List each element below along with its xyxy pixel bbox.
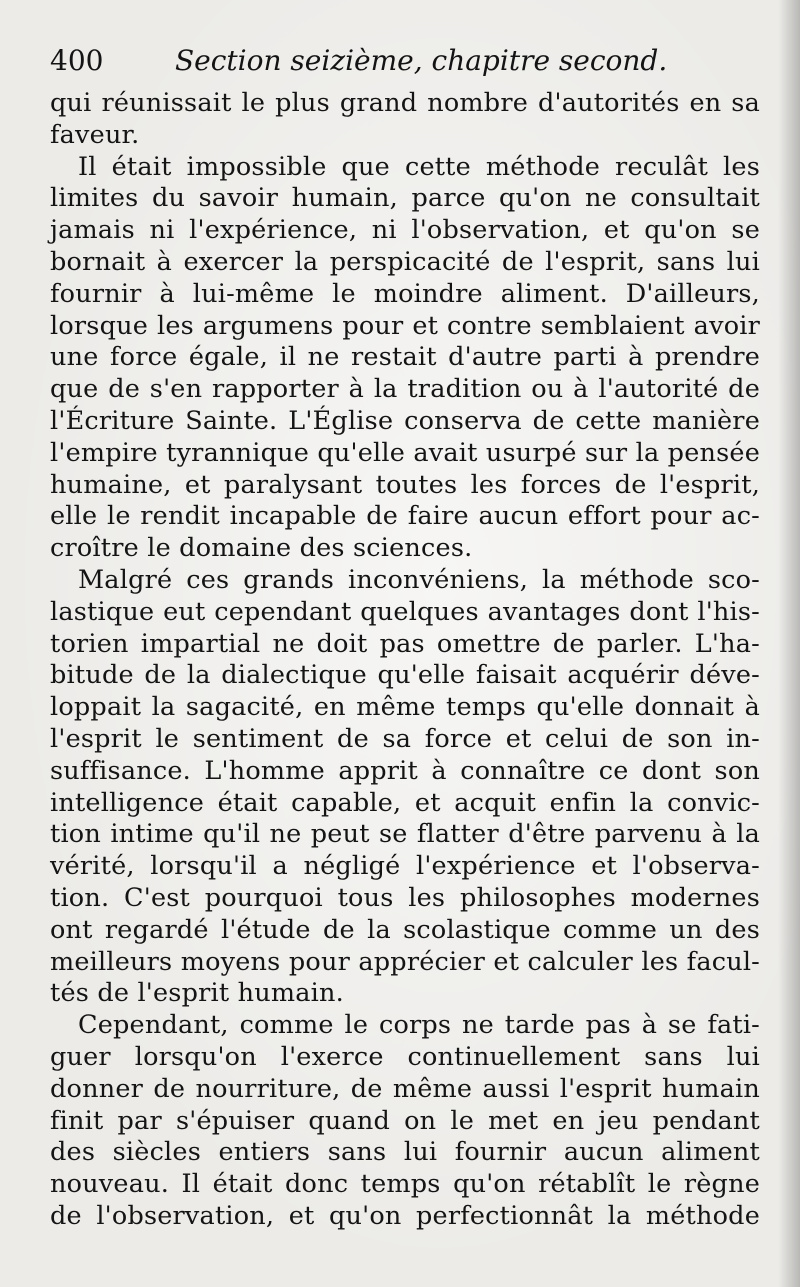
text-line: meilleurs moyens pour apprécier et calculer les facul- — [50, 946, 760, 977]
text-line: tés de l'esprit humain. — [50, 978, 344, 1009]
text-line: loppait la sagacité, en même temps qu'elle donnait à — [50, 692, 760, 723]
text-line: tion. C'est pourquoi tous les philosophes modernes — [50, 882, 760, 913]
body-text — [50, 88, 760, 1233]
text-line: finit par s'épuiser quand on le met en jeu pendant — [50, 1105, 760, 1136]
running-head — [50, 44, 760, 88]
text-line: ont regardé l'étude de la scolastique comme un des — [50, 914, 760, 945]
text-line: limites du savoir humain, parce qu'on ne consultait — [50, 183, 760, 214]
text-line: lorsque les argumens pour et contre semblaient avoir — [50, 310, 760, 341]
running-title: Section seizième, chapitre second. — [175, 44, 668, 77]
text-line: de l'observation, et qu'on perfectionnât la méthode — [50, 1200, 760, 1231]
text-line: donner de nourriture, de même aussi l'esprit humain — [50, 1073, 760, 1104]
text-line: l'esprit le sentiment de sa force et celui de son in- — [50, 723, 760, 754]
text-line: suffisance. L'homme apprit à connaître ce dont son — [50, 755, 760, 786]
text-line: vérité, lorsqu'il a négligé l'expérience et l'observa- — [50, 851, 760, 882]
text-line: une force égale, il ne restait d'autre parti à prendre — [50, 342, 760, 373]
text-line: croître le domaine des sciences. — [50, 533, 473, 564]
text-line: intelligence était capable, et acquit enfin la convic- — [50, 787, 760, 818]
text-line: nouveau. Il était donc temps qu'on rétablît le règne — [50, 1169, 760, 1200]
text-line: des siècles entiers sans lui fournir aucun aliment — [50, 1137, 760, 1168]
text-line: guer lorsqu'on l'exerce continuellement sans lui — [50, 1041, 760, 1072]
text-line: torien impartial ne doit pas omettre de parler. L'ha- — [50, 628, 760, 659]
text-line: Cependant, comme le corps ne tarde pas à se fati- — [78, 1010, 760, 1041]
text-line: faveur. — [50, 119, 140, 150]
text-line: qui réunissait le plus grand nombre d'autorités en sa — [50, 88, 760, 118]
text-line: Il était impossible que cette méthode reculât les — [78, 151, 760, 182]
text-line: Malgré ces grands inconvéniens, la méthode sco- — [78, 564, 760, 595]
text-line: humaine, et paralysant toutes les forces de l'esprit, — [50, 469, 760, 500]
text-line: elle le rendit incapable de faire aucun effort pour ac- — [50, 501, 760, 532]
text-line: tion intime qu'il ne peut se flatter d'être parvenu à la — [50, 819, 760, 850]
text-line: lastique eut cependant quelques avantages dont l'his- — [50, 596, 760, 627]
page-number: 400 — [50, 44, 104, 77]
text-line: l'empire tyrannique qu'elle avait usurpé sur la pensée — [50, 437, 760, 468]
text-line: l'Écriture Sainte. L'Église conserva de cette manière — [50, 405, 760, 436]
text-line: fournir à lui-même le moindre aliment. D'ailleurs, — [50, 278, 760, 309]
text-line: jamais ni l'expérience, ni l'observation, et qu'on se — [50, 215, 760, 246]
text-line: bitude de la dialectique qu'elle faisait acquérir déve- — [50, 660, 760, 691]
text-line: bornait à exercer la perspicacité de l'esprit, sans lui — [50, 246, 760, 277]
text-line: que de s'en rapporter à la tradition ou à l'autorité de — [50, 374, 760, 405]
